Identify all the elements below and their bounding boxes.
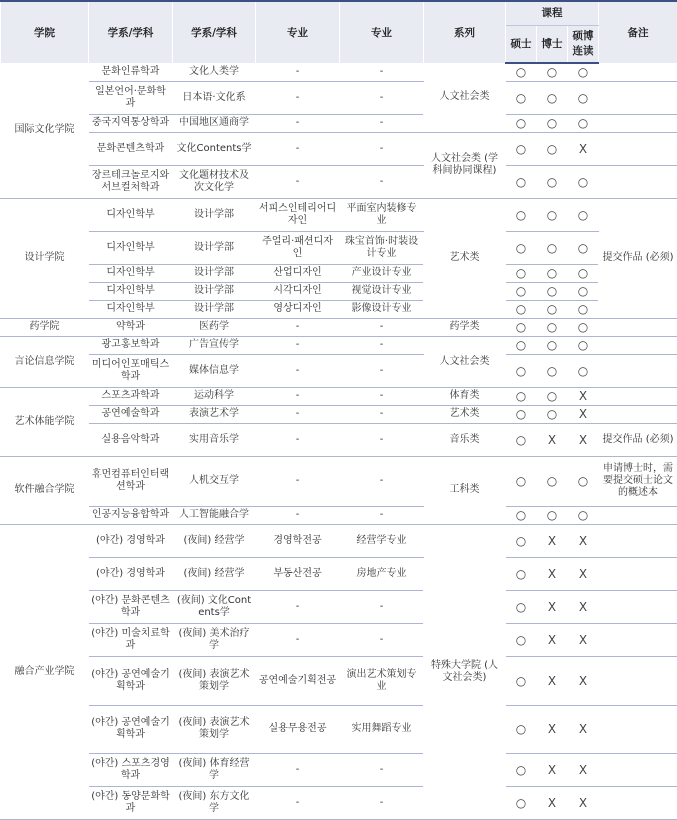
dept-cn-cell: 文化Contents学 xyxy=(173,132,256,165)
dept-cn-cell: (夜间) 表演艺术策划学 xyxy=(173,656,256,705)
major-ko-cell: 시각디자인 xyxy=(256,282,340,300)
table-row xyxy=(1,387,677,405)
combined-mark: ○ xyxy=(568,456,599,506)
college-cell: 国际文化学院 xyxy=(1,63,89,198)
major-cn-cell: 影像设计专业 xyxy=(340,300,424,318)
major-cn-cell: 演出艺术策划专业 xyxy=(340,656,424,705)
note-cell xyxy=(599,623,677,656)
dept-ko-cell: 실용음악학과 xyxy=(89,423,173,456)
doctor-mark: ○ xyxy=(537,336,568,354)
note-cell: 提交作品 (必须) xyxy=(599,423,677,456)
dept-cn-cell: (夜间) 表演艺术策划学 xyxy=(173,705,256,753)
note-cell xyxy=(599,354,677,387)
master-mark: ○ xyxy=(506,300,537,318)
major-ko-cell: 서피스인테리어디자인 xyxy=(256,198,340,231)
doctor-mark: ○ xyxy=(537,114,568,132)
combined-mark: X xyxy=(568,623,599,656)
doctor-mark: X xyxy=(537,705,568,753)
dept-cn-cell: 实用音乐学 xyxy=(173,423,256,456)
doctor-mark: X xyxy=(537,623,568,656)
dept-ko-cell: (야간) 공연예술기획학과 xyxy=(89,656,173,705)
dept-ko-cell: (야간) 스포츠경영학과 xyxy=(89,753,173,786)
dept-ko-cell: 디자인학부 xyxy=(89,198,173,231)
dept-ko-cell: 약학과 xyxy=(89,318,173,336)
major-ko-cell: - xyxy=(256,387,340,405)
college-cell: 言论信息学院 xyxy=(1,336,89,387)
doctor-mark: ○ xyxy=(537,318,568,336)
major-ko-cell: 영상디자인 xyxy=(256,300,340,318)
table-row xyxy=(1,165,677,198)
doctor-mark: ○ xyxy=(537,63,568,81)
major-ko-cell: - xyxy=(256,354,340,387)
doctor-mark: ○ xyxy=(537,264,568,282)
dept-cn-cell: 表演艺术学 xyxy=(173,405,256,423)
table-row xyxy=(1,81,677,114)
major-cn-cell: - xyxy=(340,506,424,524)
major-cn-cell: - xyxy=(340,387,424,405)
major-cn-cell: - xyxy=(340,132,424,165)
master-mark: ○ xyxy=(506,318,537,336)
header-note: 备注 xyxy=(599,1,677,63)
doctor-mark: X xyxy=(537,590,568,623)
major-cn-cell: 视觉设计专业 xyxy=(340,282,424,300)
dept-ko-cell: 디자인학부 xyxy=(89,282,173,300)
note-cell xyxy=(599,81,677,114)
master-mark: ○ xyxy=(506,165,537,198)
master-mark: ○ xyxy=(506,557,537,590)
doctor-mark: X xyxy=(537,557,568,590)
note-cell: 申请博士时，需要提交硕士论文的概述本 xyxy=(599,456,677,506)
dept-ko-cell: 문화콘텐츠학과 xyxy=(89,132,173,165)
table-row xyxy=(1,506,677,524)
major-ko-cell: 산업디자인 xyxy=(256,264,340,282)
table-row xyxy=(1,231,677,264)
series-cell: 艺术类 xyxy=(424,198,506,318)
master-mark: ○ xyxy=(506,336,537,354)
major-ko-cell: - xyxy=(256,590,340,623)
dept-cn-cell: (夜间) 经营学 xyxy=(173,557,256,590)
note-cell xyxy=(599,705,677,753)
dept-cn-cell: 人机交互学 xyxy=(173,456,256,506)
master-mark: ○ xyxy=(506,623,537,656)
master-mark: ○ xyxy=(506,524,537,557)
doctor-mark: X xyxy=(537,753,568,786)
dept-cn-cell: 设计学部 xyxy=(173,264,256,282)
major-ko-cell: 공연예술기획전공 xyxy=(256,656,340,705)
note-cell xyxy=(599,656,677,705)
major-cn-cell: - xyxy=(340,63,424,81)
major-cn-cell: 产业设计专业 xyxy=(340,264,424,282)
doctor-mark: ○ xyxy=(537,282,568,300)
major-cn-cell: - xyxy=(340,165,424,198)
note-cell xyxy=(599,114,677,132)
table-row xyxy=(1,198,677,231)
master-mark: ○ xyxy=(506,786,537,819)
combined-mark: ○ xyxy=(568,63,599,81)
major-ko-cell: - xyxy=(256,405,340,423)
college-cell: 融合产业学院 xyxy=(1,524,89,819)
combined-mark: ○ xyxy=(568,354,599,387)
combined-mark: X xyxy=(568,786,599,819)
doctor-mark: ○ xyxy=(537,506,568,524)
dept-cn-cell: (夜间) 东方文化学 xyxy=(173,786,256,819)
major-cn-cell: 经营学专业 xyxy=(340,524,424,557)
dept-ko-cell: (야간) 미술치료학과 xyxy=(89,623,173,656)
note-cell: 提交作品 (必须) xyxy=(599,198,677,318)
college-cell: 软件融合学院 xyxy=(1,456,89,524)
dept-ko-cell: (야간) 동양문화학과 xyxy=(89,786,173,819)
major-cn-cell: - xyxy=(340,456,424,506)
master-mark: ○ xyxy=(506,63,537,81)
master-mark: ○ xyxy=(506,753,537,786)
series-cell: 人文社会类 xyxy=(424,63,506,132)
series-cell: 人文社会类 xyxy=(424,336,506,387)
note-cell xyxy=(599,132,677,165)
doctor-mark: ○ xyxy=(537,387,568,405)
combined-mark: X xyxy=(568,705,599,753)
combined-mark: X xyxy=(568,387,599,405)
table-row xyxy=(1,63,677,81)
dept-cn-cell: 医药学 xyxy=(173,318,256,336)
dept-cn-cell: 设计学部 xyxy=(173,231,256,264)
combined-mark: ○ xyxy=(568,165,599,198)
table-row xyxy=(1,456,677,506)
major-cn-cell: 实用舞蹈专业 xyxy=(340,705,424,753)
dept-cn-cell: 设计学部 xyxy=(173,198,256,231)
major-ko-cell: - xyxy=(256,318,340,336)
master-mark: ○ xyxy=(506,354,537,387)
dept-ko-cell: 휴먼컴퓨터인터랙션학과 xyxy=(89,456,173,506)
major-cn-cell: - xyxy=(340,786,424,819)
header-combined: 硕博连读 xyxy=(568,25,599,63)
dept-cn-cell: 运动科学 xyxy=(173,387,256,405)
dept-ko-cell: (야간) 문화콘텐츠학과 xyxy=(89,590,173,623)
doctor-mark: ○ xyxy=(537,405,568,423)
major-cn-cell: 珠宝首饰·时装设计专业 xyxy=(340,231,424,264)
table-row xyxy=(1,405,677,423)
doctor-mark: X xyxy=(537,423,568,456)
combined-mark: X xyxy=(568,557,599,590)
major-ko-cell: 실용무용전공 xyxy=(256,705,340,753)
combined-mark: X xyxy=(568,132,599,165)
table-row xyxy=(1,354,677,387)
major-ko-cell: - xyxy=(256,753,340,786)
table-row xyxy=(1,336,677,354)
dept-ko-cell: 미디어인포매틱스학과 xyxy=(89,354,173,387)
note-cell xyxy=(599,387,677,405)
table-row xyxy=(1,786,677,819)
table-row xyxy=(1,132,677,165)
series-cell: 音乐类 xyxy=(424,423,506,456)
major-ko-cell: - xyxy=(256,456,340,506)
dept-cn-cell: 文化人类学 xyxy=(173,63,256,81)
table-row xyxy=(1,590,677,623)
note-cell xyxy=(599,405,677,423)
dept-cn-cell: (夜间) 体育经营学 xyxy=(173,753,256,786)
doctor-mark: ○ xyxy=(537,81,568,114)
dept-ko-cell: 일본언어·문화학과 xyxy=(89,81,173,114)
table-row xyxy=(1,300,677,318)
major-cn-cell: - xyxy=(340,336,424,354)
college-cell: 药学院 xyxy=(1,318,89,336)
major-ko-cell: - xyxy=(256,423,340,456)
note-cell xyxy=(599,590,677,623)
header-major-cn: 专业 xyxy=(340,1,424,63)
major-ko-cell: - xyxy=(256,63,340,81)
dept-ko-cell: 문화인류학과 xyxy=(89,63,173,81)
dept-cn-cell: 文化题材技术及次文化学 xyxy=(173,165,256,198)
combined-mark: ○ xyxy=(568,114,599,132)
master-mark: ○ xyxy=(506,456,537,506)
combined-mark: ○ xyxy=(568,318,599,336)
dept-ko-cell: 인공지능융합학과 xyxy=(89,506,173,524)
table-row xyxy=(1,656,677,705)
college-cell: 艺术体能学院 xyxy=(1,387,89,456)
dept-ko-cell: 공연예술학과 xyxy=(89,405,173,423)
master-mark: ○ xyxy=(506,387,537,405)
table-body xyxy=(1,63,677,819)
dept-cn-cell: 中国地区通商学 xyxy=(173,114,256,132)
table-row xyxy=(1,557,677,590)
master-mark: ○ xyxy=(506,705,537,753)
table-row xyxy=(1,282,677,300)
dept-cn-cell: 设计学部 xyxy=(173,300,256,318)
dept-ko-cell: 디자인학부 xyxy=(89,300,173,318)
doctor-mark: ○ xyxy=(537,300,568,318)
dept-ko-cell: 디자인학부 xyxy=(89,231,173,264)
dept-ko-cell: 광고홍보학과 xyxy=(89,336,173,354)
combined-mark: ○ xyxy=(568,336,599,354)
header-series: 系列 xyxy=(424,1,506,63)
master-mark: ○ xyxy=(506,423,537,456)
major-ko-cell: - xyxy=(256,165,340,198)
major-ko-cell: - xyxy=(256,506,340,524)
combined-mark: ○ xyxy=(568,81,599,114)
combined-mark: X xyxy=(568,423,599,456)
major-cn-cell: 房地产专业 xyxy=(340,557,424,590)
master-mark: ○ xyxy=(506,282,537,300)
dept-cn-cell: 广告宣传学 xyxy=(173,336,256,354)
note-cell xyxy=(599,336,677,354)
series-cell: 药学类 xyxy=(424,318,506,336)
master-mark: ○ xyxy=(506,81,537,114)
note-cell xyxy=(599,524,677,557)
table-row xyxy=(1,753,677,786)
table-row xyxy=(1,423,677,456)
major-ko-cell: - xyxy=(256,336,340,354)
master-mark: ○ xyxy=(506,198,537,231)
dept-ko-cell: (야간) 경영학과 xyxy=(89,524,173,557)
doctor-mark: X xyxy=(537,786,568,819)
header-major-ko: 专业 xyxy=(256,1,340,63)
series-cell: 艺术类 xyxy=(424,405,506,423)
dept-ko-cell: 중국지역통상학과 xyxy=(89,114,173,132)
major-cn-cell: - xyxy=(340,354,424,387)
major-ko-cell: - xyxy=(256,81,340,114)
major-ko-cell: - xyxy=(256,132,340,165)
table-row xyxy=(1,705,677,753)
dept-cn-cell: 设计学部 xyxy=(173,282,256,300)
master-mark: ○ xyxy=(506,656,537,705)
master-mark: ○ xyxy=(506,506,537,524)
dept-ko-cell: (야간) 경영학과 xyxy=(89,557,173,590)
note-cell xyxy=(599,753,677,786)
note-cell xyxy=(599,557,677,590)
table-header xyxy=(1,1,677,63)
combined-mark: ○ xyxy=(568,264,599,282)
dept-cn-cell: 人工智能融合学 xyxy=(173,506,256,524)
series-cell: 特殊大学院 (人文社会类) xyxy=(424,524,506,819)
major-cn-cell: - xyxy=(340,590,424,623)
major-ko-cell: - xyxy=(256,623,340,656)
dept-cn-cell: (夜间) 文化Contents学 xyxy=(173,590,256,623)
master-mark: ○ xyxy=(506,132,537,165)
dept-ko-cell: (야간) 공연예술기획학과 xyxy=(89,705,173,753)
doctor-mark: ○ xyxy=(537,231,568,264)
combined-mark: ○ xyxy=(568,300,599,318)
major-cn-cell: - xyxy=(340,318,424,336)
dept-cn-cell: (夜间) 经营学 xyxy=(173,524,256,557)
combined-mark: X xyxy=(568,590,599,623)
series-cell: 体育类 xyxy=(424,387,506,405)
combined-mark: X xyxy=(568,753,599,786)
dept-cn-cell: 日本语·文化系 xyxy=(173,81,256,114)
doctor-mark: X xyxy=(537,524,568,557)
dept-ko-cell: 장르테크놀로지와 서브컬처학과 xyxy=(89,165,173,198)
doctor-mark: ○ xyxy=(537,132,568,165)
master-mark: ○ xyxy=(506,264,537,282)
header-college: 学院 xyxy=(1,1,89,63)
series-cell: 工科类 xyxy=(424,456,506,524)
major-ko-cell: - xyxy=(256,114,340,132)
major-ko-cell: - xyxy=(256,786,340,819)
header-dept-ko: 学系/学科 xyxy=(89,1,173,63)
dept-cn-cell: (夜间) 美术治疗学 xyxy=(173,623,256,656)
master-mark: ○ xyxy=(506,405,537,423)
major-cn-cell: 平面室内装修专业 xyxy=(340,198,424,231)
combined-mark: X xyxy=(568,405,599,423)
header-dept-cn: 学系/学科 xyxy=(173,1,256,63)
doctor-mark: X xyxy=(537,656,568,705)
major-ko-cell: 경영학전공 xyxy=(256,524,340,557)
combined-mark: ○ xyxy=(568,282,599,300)
master-mark: ○ xyxy=(506,114,537,132)
major-cn-cell: - xyxy=(340,623,424,656)
college-cell: 设计学院 xyxy=(1,198,89,318)
table-row xyxy=(1,318,677,336)
dept-ko-cell: 스포츠과학과 xyxy=(89,387,173,405)
series-cell: 人文社会类 (学科间协同课程) xyxy=(424,132,506,198)
dept-ko-cell: 디자인학부 xyxy=(89,264,173,282)
header-course: 课程 xyxy=(506,1,599,25)
table-row xyxy=(1,623,677,656)
major-cn-cell: - xyxy=(340,405,424,423)
header-master: 硕士 xyxy=(506,25,537,63)
note-cell xyxy=(599,506,677,524)
combined-mark: ○ xyxy=(568,231,599,264)
doctor-mark: ○ xyxy=(537,354,568,387)
table-row xyxy=(1,264,677,282)
dept-cn-cell: 媒体信息学 xyxy=(173,354,256,387)
major-cn-cell: - xyxy=(340,114,424,132)
major-ko-cell: 부동산전공 xyxy=(256,557,340,590)
combined-mark: ○ xyxy=(568,198,599,231)
table-row xyxy=(1,114,677,132)
header-doctor: 博士 xyxy=(537,25,568,63)
master-mark: ○ xyxy=(506,231,537,264)
note-cell xyxy=(599,63,677,81)
combined-mark: X xyxy=(568,656,599,705)
combined-mark: X xyxy=(568,524,599,557)
note-cell xyxy=(599,318,677,336)
major-ko-cell: 주얼리·패션디자인 xyxy=(256,231,340,264)
master-mark: ○ xyxy=(506,590,537,623)
doctor-mark: ○ xyxy=(537,165,568,198)
note-cell xyxy=(599,786,677,819)
note-cell xyxy=(599,165,677,198)
doctor-mark: ○ xyxy=(537,456,568,506)
doctor-mark: ○ xyxy=(537,198,568,231)
combined-mark: ○ xyxy=(568,506,599,524)
table-row xyxy=(1,524,677,557)
major-cn-cell: - xyxy=(340,753,424,786)
major-cn-cell: - xyxy=(340,423,424,456)
major-cn-cell: - xyxy=(340,81,424,114)
